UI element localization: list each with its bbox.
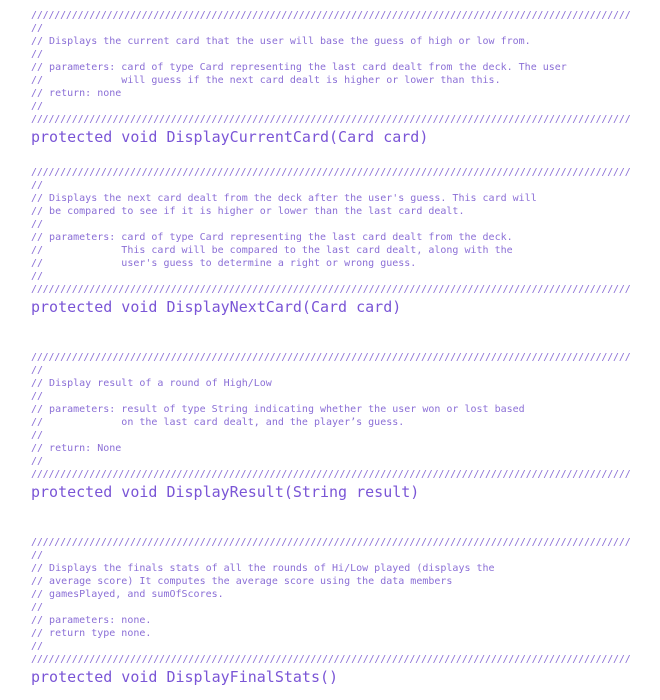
comment-line: // bbox=[31, 430, 44, 441]
comment-line: // user's guess to determine a right or wrong guess. bbox=[31, 258, 417, 269]
comment-line: // parameters: result of type String indicating whether the user won or lost based bbox=[31, 404, 525, 415]
comment-line: // bbox=[31, 456, 44, 467]
comment-line: // bbox=[31, 602, 44, 613]
comment-line: // be compared to see if it is higher or lower than the last card dealt. bbox=[31, 206, 465, 217]
comment-line: // bbox=[31, 101, 44, 112]
comment-line: // Displays the current card that the user will base the guess of high or low from. bbox=[31, 36, 531, 47]
comment-line: // return: None bbox=[31, 443, 122, 454]
method-signature: protected void DisplayFinalStats() bbox=[31, 668, 339, 686]
method-doc-display-next-card bbox=[31, 166, 641, 317]
separator-top: /////////////////////////////////////////////////////////////////////////////////////////////////////// bbox=[31, 10, 631, 21]
comment-line: // bbox=[31, 180, 44, 191]
comment-line: // parameters: card of type Card representing the last card dealt from the deck. The user bbox=[31, 62, 567, 73]
comment-line: // gamesPlayed, and sumOfScores. bbox=[31, 589, 224, 600]
comment-line: // bbox=[31, 641, 44, 652]
comment-line: // bbox=[31, 49, 44, 60]
comment-line: // bbox=[31, 23, 44, 34]
comment-line: // Displays the next card dealt from the deck after the user's guess. This card will bbox=[31, 193, 537, 204]
method-doc-display-final-stats bbox=[31, 536, 641, 687]
comment-line: // bbox=[31, 271, 44, 282]
comment-line: // This card will be compared to the last card dealt, along with the bbox=[31, 245, 513, 256]
separator-bottom: /////////////////////////////////////////////////////////////////////////////////////////////////////// bbox=[31, 284, 631, 295]
separator-bottom: /////////////////////////////////////////////////////////////////////////////////////////////////////// bbox=[31, 114, 631, 125]
comment-line: // return type none. bbox=[31, 628, 152, 639]
method-signature: protected void DisplayResult(String result) bbox=[31, 483, 420, 501]
comment-line: // parameters: card of type Card representing the last card dealt from the deck. bbox=[31, 232, 513, 243]
method-doc-display-result bbox=[31, 351, 641, 502]
separator-bottom: /////////////////////////////////////////////////////////////////////////////////////////////////////// bbox=[31, 654, 631, 665]
method-signature: protected void DisplayNextCard(Card card) bbox=[31, 298, 402, 316]
comment-line: // bbox=[31, 550, 44, 561]
comment-line: // on the last card dealt, and the player’s guess. bbox=[31, 417, 405, 428]
comment-line: // bbox=[31, 219, 44, 230]
comment-line: // Display result of a round of High/Low bbox=[31, 378, 272, 389]
method-signature: protected void DisplayCurrentCard(Card card) bbox=[31, 128, 429, 146]
comment-line: // parameters: none. bbox=[31, 615, 152, 626]
comment-line: // Displays the finals stats of all the rounds of Hi/Low played (displays the bbox=[31, 563, 495, 574]
comment-line: // will guess if the next card dealt is higher or lower than this. bbox=[31, 75, 501, 86]
comment-line: // return: none bbox=[31, 88, 122, 99]
method-doc-display-current-card bbox=[31, 9, 641, 147]
comment-line: // bbox=[31, 391, 44, 402]
separator-top: /////////////////////////////////////////////////////////////////////////////////////////////////////// bbox=[31, 537, 631, 548]
comment-line: // bbox=[31, 365, 44, 376]
separator-bottom: /////////////////////////////////////////////////////////////////////////////////////////////////////// bbox=[31, 469, 631, 480]
comment-line: // average score) It computes the average score using the data members bbox=[31, 576, 453, 587]
separator-top: /////////////////////////////////////////////////////////////////////////////////////////////////////// bbox=[31, 352, 631, 363]
separator-top: /////////////////////////////////////////////////////////////////////////////////////////////////////// bbox=[31, 167, 631, 178]
